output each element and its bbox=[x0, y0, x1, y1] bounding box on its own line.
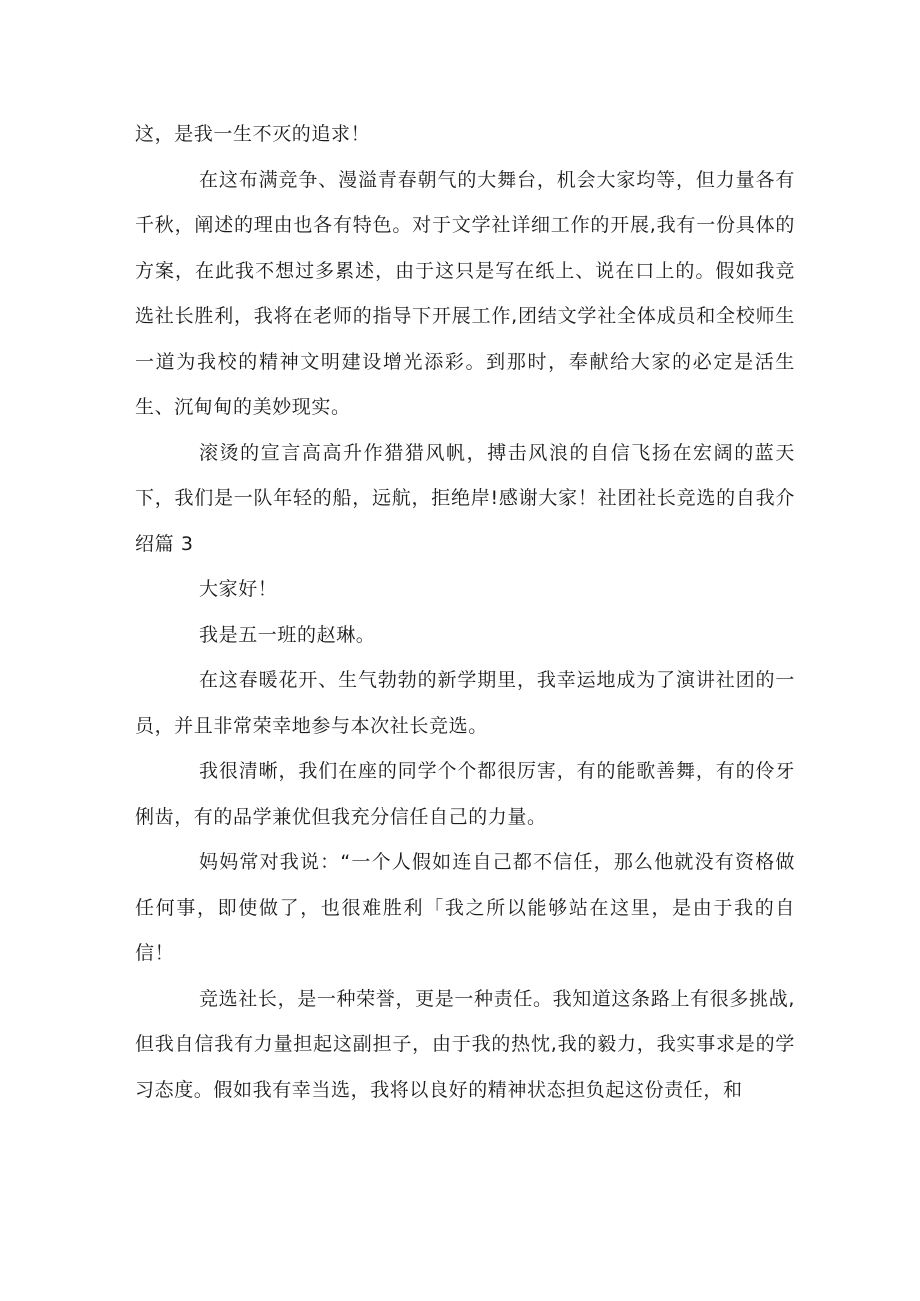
paragraph-6: 在这春暖花开、生气勃勃的新学期里，我幸运地成为了演讲社团的一员，并且非常荣幸地参与本次社长竞选。 bbox=[135, 669, 795, 737]
paragraph-1: 这，是我一生不灭的追求！ bbox=[135, 123, 371, 145]
document-body bbox=[135, 112, 795, 1113]
paragraph-4: 大家好！ bbox=[199, 578, 278, 600]
paragraph-7: 我很清晰，我们在座的同学个个都很厉害，有的能歌善舞，有的伶牙俐齿，有的品学兼优但我充分信任自己的力量。 bbox=[135, 760, 795, 828]
paragraph-2: 在这布满竞争、漫溢青春朝气的大舞台，机会大家均等，但力量各有千秋，阐述的理由也各有特色。对于文学社详细工作的开展,我有一份具体的方案，在此我不想过多累述，由于这只是写在纸上、说在口上的。假如我竞选社长胜利，我将在老师的指导下开展工作,团结文学社全体成员和全校师生一道为我校的精神文明建设增光添彩。到那时，奉献给大家的必定是活生生、沉甸甸的美妙现实。 bbox=[135, 168, 795, 418]
paragraph-3: 滚烫的宣言高高升作猎猎风帆，搏击风浪的自信飞扬在宏阔的蓝天下，我们是一队年轻的船，远航，拒绝岸!感谢大家！社团社长竞选的自我介绍篇 3 bbox=[135, 441, 795, 555]
paragraph-9: 竞选社长，是一种荣誉，更是一种责任。我知道这条路上有很多挑战,但我自信我有力量担起这副担子，由于我的热忱,我的毅力，我实事求是的学习态度。假如我有幸当选，我将以良好的精神状态担负起这份责任，和 bbox=[135, 987, 795, 1101]
paragraph-8: 妈妈常对我说：“一个人假如连自己都不信任，那么他就没有资格做任何事，即使做了，也很难胜利「我之所以能够站在这里，是由于我的自信！ bbox=[135, 851, 795, 964]
paragraph-5: 我是五一班的赵琳。 bbox=[199, 623, 376, 646]
